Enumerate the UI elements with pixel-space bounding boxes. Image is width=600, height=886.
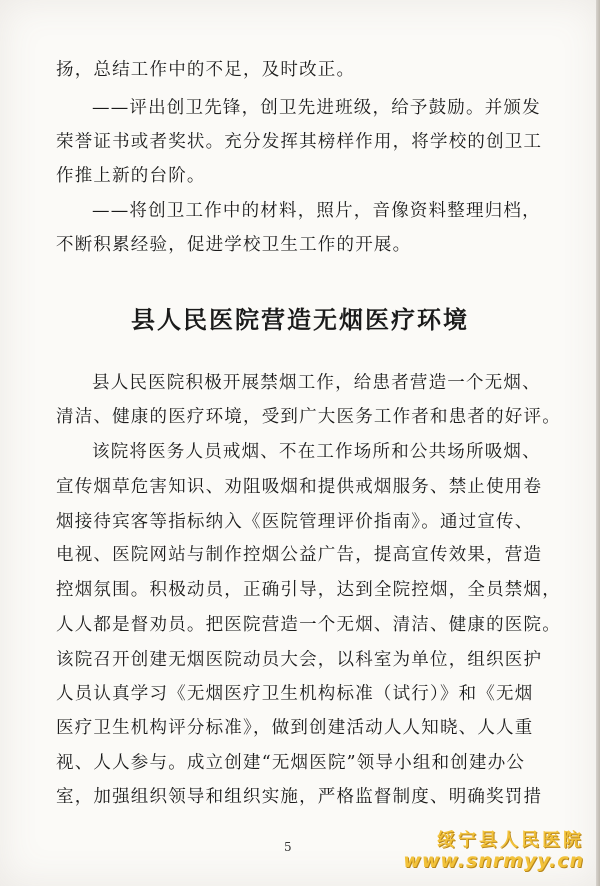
page-number: 5 xyxy=(284,840,292,854)
body-line: 烟接待宾客等指标纳入《医院管理评价指南》。通过宣传、 xyxy=(56,512,534,532)
body-line: 该院召开创建无烟医院动员大会，以科室为单位，组织医护 xyxy=(56,650,543,670)
body-line: ——评出创卫先锋，创卫先进班级，给予鼓励。并颁发 xyxy=(92,98,541,118)
body-line: 作推上新的台阶。 xyxy=(56,166,206,186)
body-line: 县人民医院积极开展禁烟工作，给患者营造一个无烟、 xyxy=(92,373,541,393)
body-line: 人员认真学习《无烟医疗卫生机构标准（试行）》和《无烟 xyxy=(56,684,534,704)
body-line: ——将创卫工作中的材料，照片，音像资料整理归档， xyxy=(92,201,541,221)
body-line: 控烟氛围。积极动员，正确引导，达到全院控烟，全员禁烟， xyxy=(56,580,561,600)
page-edge-shadow xyxy=(596,0,600,886)
body-line: 不断积累经验，促进学校卫生工作的开展。 xyxy=(56,235,412,255)
watermark-url: www.snrmyy.cn xyxy=(403,850,584,872)
body-line: 电视、医院网站与制作控烟公益广告，提高宣传效果，营造 xyxy=(56,545,543,565)
body-line: 宣传烟草危害知识、劝阻吸烟和提供戒烟服务、禁止使用卷 xyxy=(56,477,543,497)
body-line: 清洁、健康的医疗环境，受到广大医务工作者和患者的好评。 xyxy=(56,407,561,427)
body-line: 该院将医务人员戒烟、不在工作场所和公共场所吸烟、 xyxy=(92,442,541,462)
body-line: 视、人人参与。成立创建“无烟医院”领导小组和创建办公 xyxy=(56,753,526,773)
watermark-hospital-name: 绥宁县人民医院 xyxy=(437,830,584,851)
body-line: 人人都是督劝员。把医院营造一个无烟、清洁、健康的医院。 xyxy=(56,615,561,635)
body-line: 荣誉证书或者奖状。充分发挥其榜样作用，将学校的创卫工 xyxy=(56,132,543,152)
body-line: 医疗卫生机构评分标准》，做到创建活动人人知晓、人人重 xyxy=(56,718,534,738)
article-title: 县人民医院营造无烟医疗环境 xyxy=(131,306,469,334)
body-line: 室，加强组织领导和组织实施，严格监督制度、明确奖罚措 xyxy=(56,787,543,807)
body-line: 扬，总结工作中的不足，及时改正。 xyxy=(56,60,356,80)
